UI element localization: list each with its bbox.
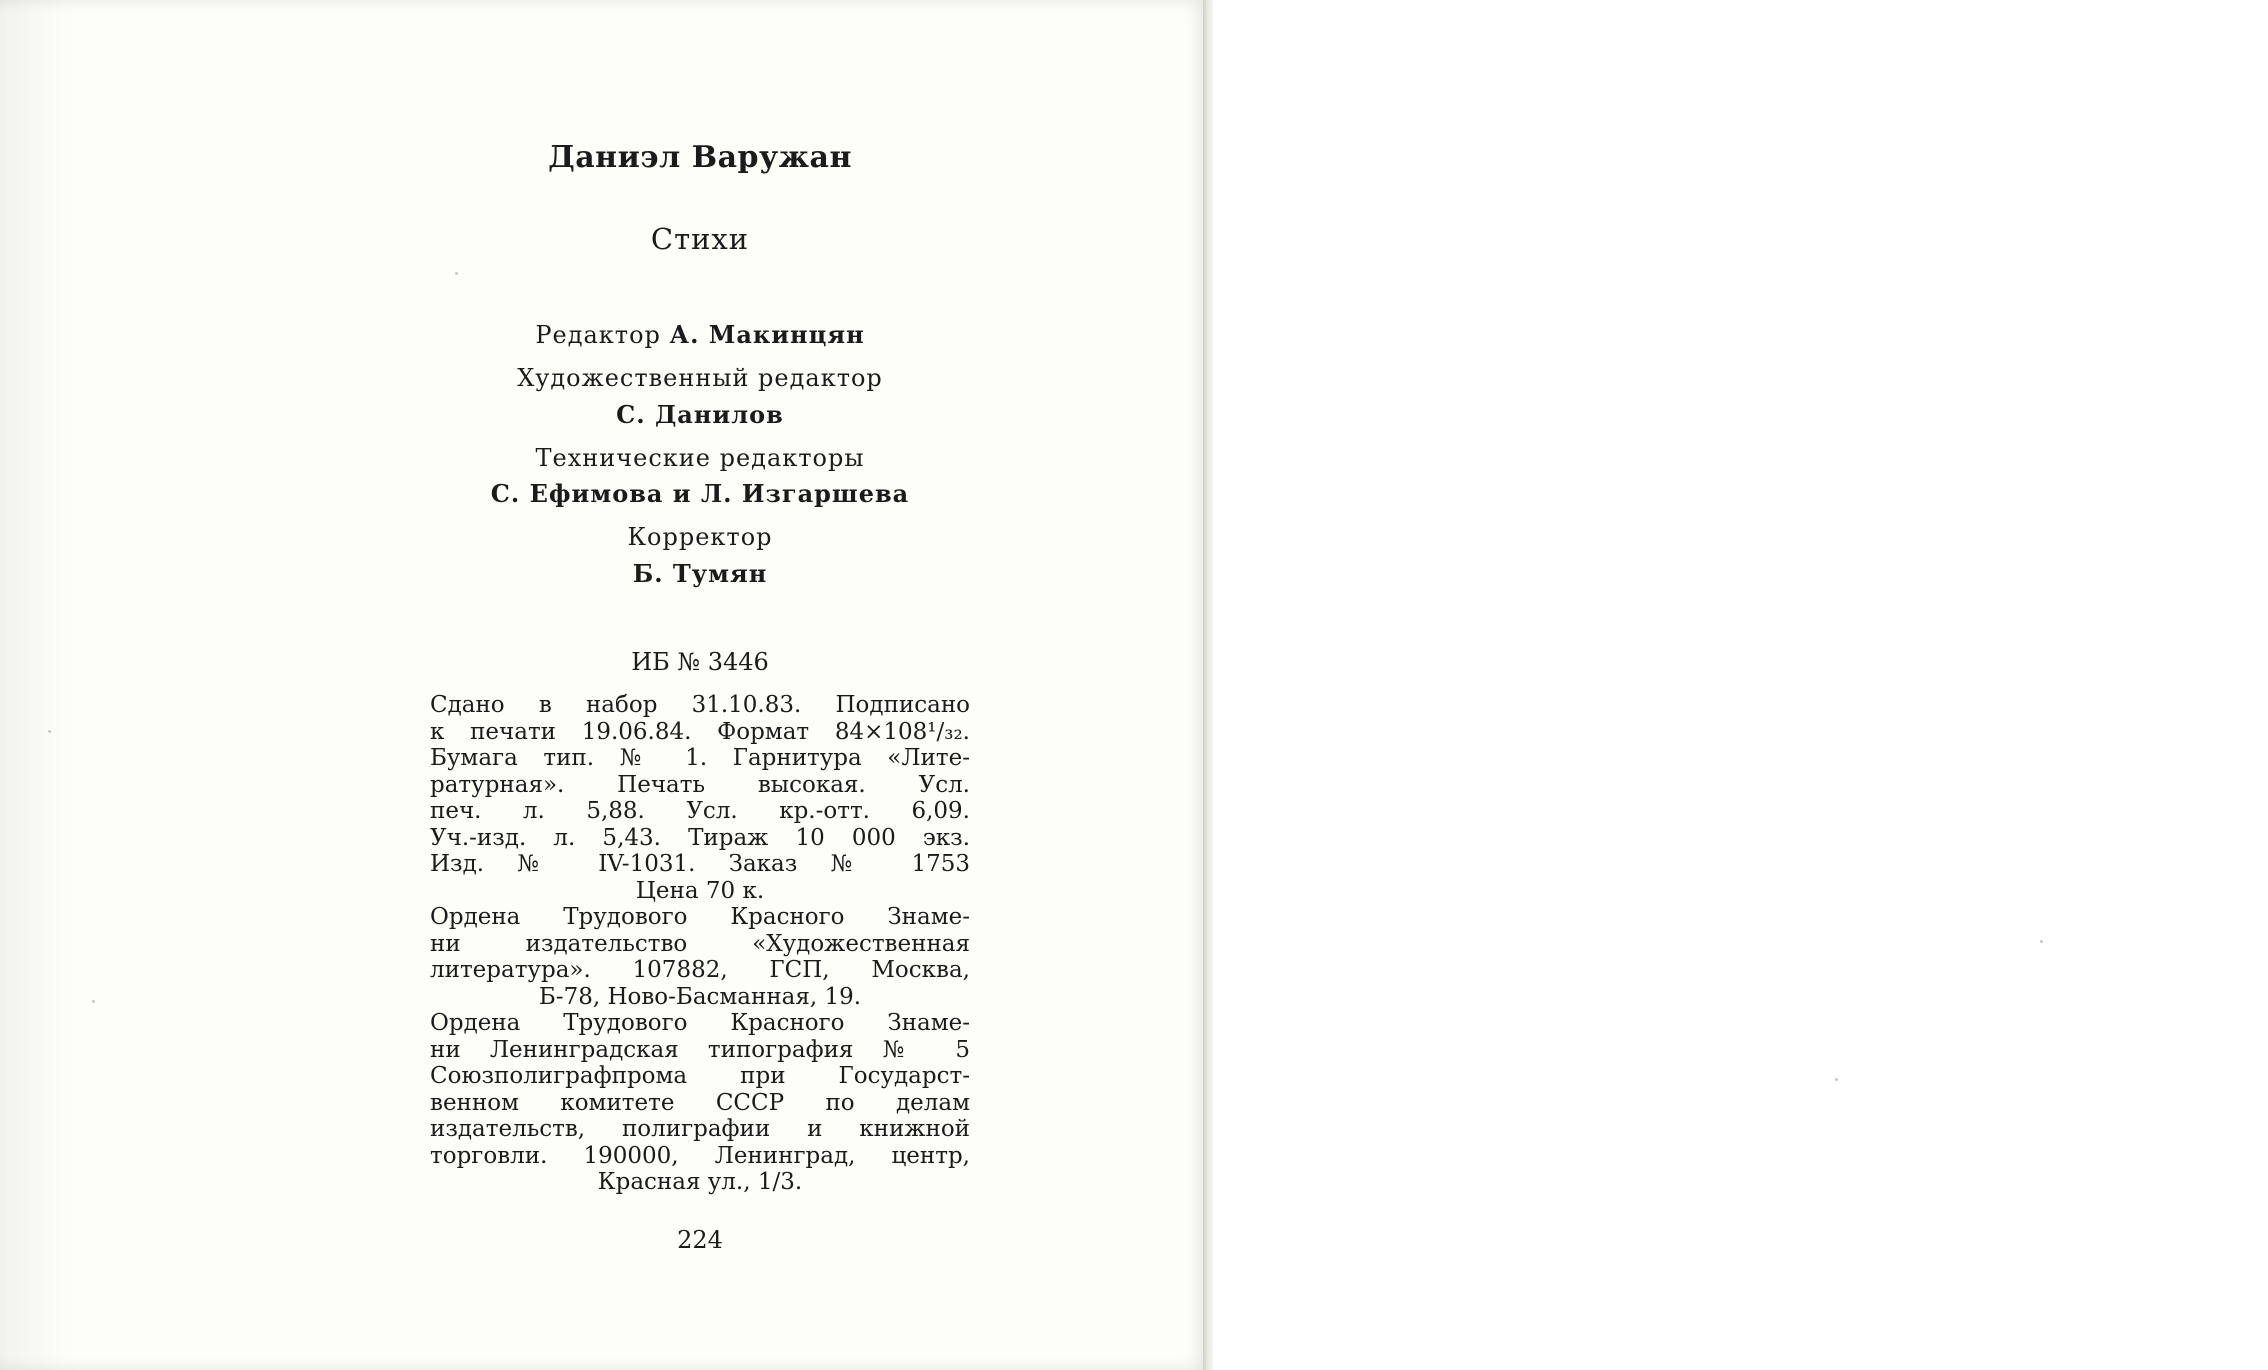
imprint-line: Изд. № IV-1031. Заказ № 1753 (430, 851, 970, 877)
imprint-line: Бумага тип. № 1. Гарнитура «Лите- (430, 745, 970, 771)
paper-speck (92, 1000, 95, 1003)
author-name: Даниэл Варужан (548, 140, 852, 175)
ib-number: ИБ № 3446 (631, 648, 769, 676)
credit-role-art-editor: Художественный редактор (517, 364, 883, 392)
imprint-line: Красная ул., 1/3. (597, 1169, 803, 1195)
credit-role: Редактор (535, 321, 661, 349)
imprint-line: ни Ленинградская типография № 5 (430, 1036, 970, 1063)
paper-speck (455, 272, 458, 275)
imprint-line: Сдано в набор 31.10.83. Подписано (430, 692, 970, 718)
credit-person-technical-editors: С. Ефимова и Л. Изгаршева (490, 479, 910, 508)
imprint-line: к печати 19.06.84. Формат 84×108¹/₃₂. (430, 718, 970, 745)
paper-speck (1835, 1078, 1838, 1081)
imprint-line: Ордена Трудового Красного Знаме- (430, 1010, 970, 1036)
credit-role-proofreader: Корректор (627, 523, 773, 551)
work-title: Стихи (650, 222, 750, 256)
imprint-line: венном комитете СССР по делам (430, 1089, 970, 1116)
right-page-blank (1213, 0, 2268, 1370)
imprint-block (430, 692, 970, 1196)
credit-person-proofreader: Б. Тумян (632, 559, 768, 588)
imprint-line: ни издательство «Художественная (430, 930, 970, 957)
paper-speck (2040, 940, 2043, 943)
imprint-line: литература». 107882, ГСП, Москва, (430, 957, 970, 983)
paper-speck (48, 730, 51, 733)
imprint-line: Уч.-изд. л. 5,43. Тираж 10 000 экз. (430, 824, 970, 851)
page-number: 224 (677, 1226, 723, 1254)
book-gutter (1203, 0, 1213, 1370)
imprint-line: печ. л. 5,88. Усл. кр.-отт. 6,09. (430, 798, 970, 824)
imprint-line: ратурная». Печать высокая. Усл. (430, 771, 970, 798)
imprint-line: торговли. 190000, Ленинград, центр, (430, 1142, 970, 1169)
imprint-line: Ордена Трудового Красного Знаме- (430, 904, 970, 930)
imprint-line: издательств, полиграфии и книжной (430, 1116, 970, 1142)
credit-person: А. Макинцян (669, 320, 865, 349)
credit-editor (430, 320, 970, 349)
credit-role-technical-editors: Технические редакторы (535, 444, 865, 472)
credit-person-art-editor: С. Данилов (616, 400, 784, 429)
imprint-price: Цена 70 к. (635, 877, 765, 904)
imprint-line: Б-78, Ново-Басманная, 19. (538, 983, 862, 1010)
imprint-line: Союзполиграфпрома при Государст- (430, 1063, 970, 1089)
